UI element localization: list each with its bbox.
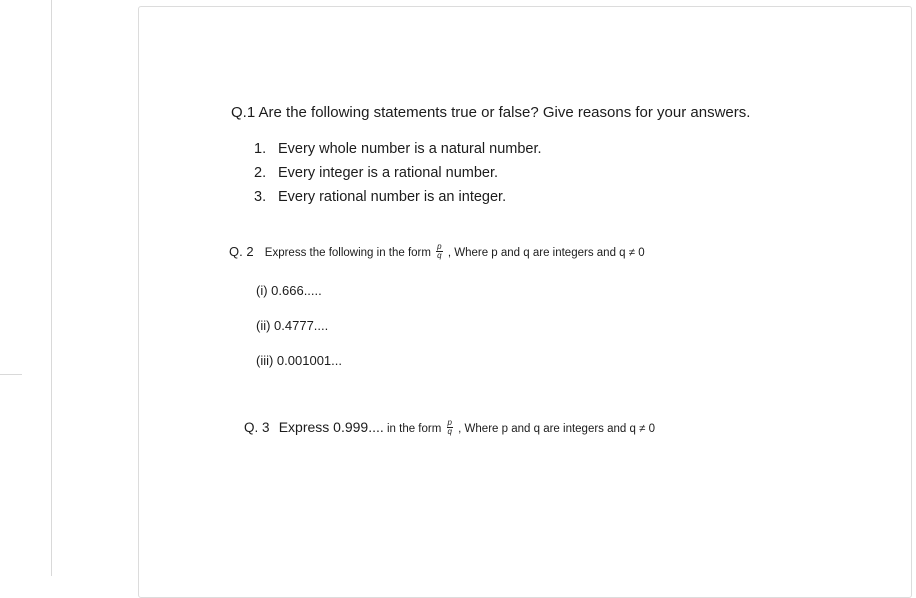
q3-text-before: in the form bbox=[386, 423, 445, 435]
q3-lead: Express 0.999.... bbox=[278, 419, 384, 435]
fraction-denominator: q bbox=[447, 427, 452, 437]
q1-title: Q.1 Are the following statements true or false? Give reasons for your answers. bbox=[231, 104, 751, 121]
fraction-numerator: p bbox=[447, 418, 452, 428]
q2-prompt bbox=[229, 244, 645, 261]
question-card bbox=[138, 6, 912, 598]
q3-prompt bbox=[244, 419, 655, 437]
fraction-p-over-q bbox=[447, 419, 453, 436]
fraction-p-over-q bbox=[436, 243, 442, 260]
list-item: 1. Every whole number is a natural number. bbox=[254, 141, 542, 157]
fraction-numerator: p bbox=[437, 242, 442, 252]
q2-text-before: Express the following in the form bbox=[264, 247, 435, 259]
left-tick-divider bbox=[0, 374, 22, 375]
q3-number: Q. 3 bbox=[244, 420, 270, 435]
left-divider bbox=[51, 0, 52, 576]
list-item: 2. Every integer is a rational number. bbox=[254, 165, 499, 181]
fraction-denominator: q bbox=[437, 251, 442, 261]
list-item: 3. Every rational number is an integer. bbox=[254, 189, 507, 205]
q2-number: Q. 2 bbox=[229, 244, 254, 259]
q2-item-iii: (iii) 0.001001... bbox=[256, 353, 342, 368]
q2-text-after: , Where p and q are integers and q ≠ 0 bbox=[447, 247, 645, 259]
q1-statement-list bbox=[254, 137, 542, 209]
q3-text-after: , Where p and q are integers and q ≠ 0 bbox=[458, 423, 655, 435]
q2-item-ii: (ii) 0.4777.... bbox=[256, 318, 329, 333]
q2-item-i: (i) 0.666..... bbox=[256, 283, 322, 298]
